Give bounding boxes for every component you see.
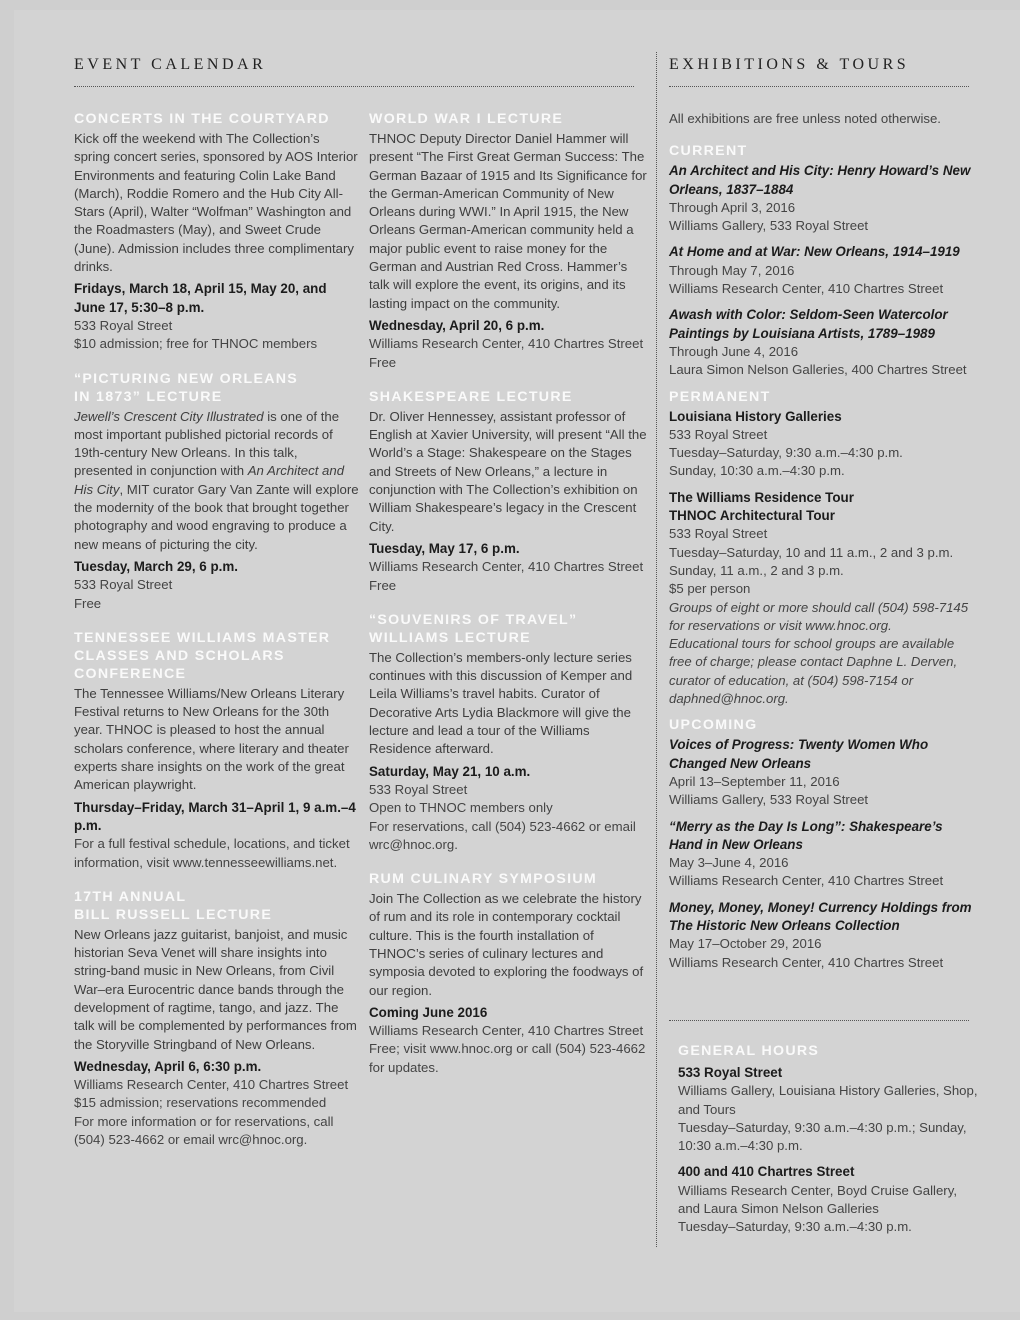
exhibitions-intro: All exhibitions are free unless noted otherwise. [669,111,941,126]
permanent-label: PERMANENT [669,388,771,405]
exhibition-title: Voices of Progress: Twenty Women Who Changed New Orleans [669,737,929,771]
event-info: For a full festival schedule, locations, and ticket information, visit www.tennesseewilliams.net. [74,836,350,870]
event-datetime: Tuesday, March 29, 6 p.m. [74,558,238,574]
event-description: Dr. Oliver Hennessey, assistant professor of English at Xavier University, will present “All the World’s a Stage: Shakespeare on the Stages and Streets of New Orleans,” a lecture in conjunction with The Collection’s exhibition on William Shakespeare’s legacy in the Crescent City. [369,408,647,534]
exhibition-hours: Tuesday–Saturday, 9:30 a.m.–4:30 p.m. [669,445,903,461]
section-title-line2: WILLIAMS LECTURE [369,629,531,646]
chartres-street-hours: Tuesday–Saturday, 9:30 a.m.–4:30 p.m. [678,1219,912,1235]
event-datetime: Coming June 2016 [369,1004,488,1020]
description-part: , MIT curator Gary Van Zante will explore the modernity of the book that brought together photography and wood engraving to produce a new means of picturing the city. [74,481,359,552]
section-title-line2: IN 1873” LECTURE [74,388,223,405]
event-calendar-heading: EVENT CALENDAR [74,56,267,73]
tour-location: 533 Royal Street [669,526,768,542]
event-column-2 [369,110,651,1093]
upcoming-exhibition [669,818,979,891]
event-admission: Open to THNOC members only [369,800,553,816]
current-exhibition [669,306,979,379]
event-info: For more information or for reservations, call (504) 523-4662 or email wrc@hnoc.org. [74,1113,334,1148]
tour-hours: Tuesday–Saturday, 10 and 11 a.m., 2 and 3 p.m. [669,544,954,560]
exhibition-hours: Sunday, 10:30 a.m.–4:30 p.m. [669,463,845,479]
section-title-line2: CLASSES AND SCHOLARS [74,647,285,664]
upcoming-exhibition [669,736,979,809]
event-admission: Free [369,577,397,593]
event-description: Join The Collection as we celebrate the history of rum and its role in contemporary cocktail culture. This is the fourth installation of THNOC’s series of culinary lectures and symposia devoted to exploring the foodways of our region. [369,891,644,998]
event-description [74,408,359,554]
royal-street-venues: Williams Gallery, Louisiana History Galleries, Shop, and Tours [678,1083,978,1117]
exhibitions-tours-heading: EXHIBITIONS & TOURS [669,56,910,73]
event-description: New Orleans jazz guitarist, banjoist, and music historian Seva Venet will share insights into string-band music in New Orleans, from Civil War–era Eurocentric dance bands through the development of ragtime, tango, and jazz. The talk will be complemented by performances from the Storyville Stringband of New Orleans. [74,926,357,1052]
event-description: Kick off the weekend with The Collection’s spring concert series, sponsored by AOS Interior Environments and featuring Colin Lake Band (March), Roddie Romero and the Hub City All-Stars (April), Walter “Wolfman” Washington and the Roadmasters (May), and Sweet Crude (June). Admission includes three complimentary drinks. [74,131,358,275]
heading-divider-left [74,86,634,87]
exhibition-dates: Through April 3, 2016 [669,199,796,215]
section-title: SHAKESPEARE LECTURE [369,388,573,405]
heading-divider-right [669,86,969,87]
event-info: Free; visit www.hnoc.org or call (504) 523-4662 for updates. [369,1041,646,1075]
event-location: Williams Research Center, 410 Chartres Street [369,559,644,575]
event-description: The Tennessee Williams/New Orleans Literary Festival returns to New Orleans for the 30th year. THNOC is pleased to host the annual scholars conference, where literary and theater experts share insights on the work of the great American playwright. [74,685,349,793]
event-description: THNOC Deputy Director Daniel Hammer will present “The First Great German Success: The German Bazaar of 1915 and Its Significance for the German-American Community of New Orleans during WWI.” In April 1915, the New Orleans German-American community held a major public event to raise money for the German and Austrian Red Cross. Hammer’s talk will explore the event, its origins, and its lasting impact on the community. [369,131,647,311]
section-title-line1: TENNESSEE WILLIAMS MASTER [74,629,331,646]
event-info: For reservations, call (504) 523-4662 or email wrc@hnoc.org. [369,818,636,852]
permanent-exhibition [669,408,979,481]
exhibition-location: Laura Simon Nelson Galleries, 400 Chartres Street [669,362,967,378]
column-divider [656,52,657,1247]
exhibition-title: Money, Money, Money! Currency Holdings from The Historic New Orleans Collection [669,899,972,933]
exhibition-location: Williams Research Center, 410 Chartres Street [669,873,944,889]
event-admission: Free [74,595,102,611]
event-location: Williams Research Center, 410 Chartres Street [369,336,644,352]
exhibition-dates: May 17–October 29, 2016 [669,936,822,952]
tour-price: $5 per person [669,581,751,597]
section-title: RUM CULINARY SYMPOSIUM [369,871,598,888]
event-description: The Collection’s members-only lecture series continues with this discussion of Kemper and Leila Williams’s travel habits. Curator of Decorative Arts Lydia Blackmore will give the lecture and lead a tour of the Williams Residence afterward. [369,649,633,757]
general-hours-label: GENERAL HOURS [678,1043,820,1059]
tour-hours: Sunday, 11 a.m., 2 and 3 p.m. [669,562,844,578]
upcoming-label: UPCOMING [669,717,758,734]
event-datetime: Saturday, May 21, 10 a.m. [369,763,531,779]
royal-street-title: 533 Royal Street [678,1065,783,1080]
exhibition-location: 533 Royal Street [669,426,768,442]
current-exhibition [669,243,979,298]
event-admission: $10 admission; free for THNOC members [74,336,318,352]
event-russell [74,888,359,1150]
exhibition-dates: May 3–June 4, 2016 [669,855,789,871]
exhibition-title: An Architect and His City: Henry Howard’s New Orleans, 1837–1884 [669,163,971,197]
event-column-1 [74,110,359,1165]
event-admission: Free [369,354,397,370]
event-souvenirs [369,611,651,854]
event-location: 533 Royal Street [369,781,468,797]
event-datetime: Wednesday, April 20, 6 p.m. [369,317,545,333]
tour-education-note: Educational tours for school groups are available free of charge; please contact Daphne L. Derven, curator of education, at (504) 598-7154 or daphned@hnoc.org. [669,636,958,707]
event-location: 533 Royal Street [74,577,173,593]
section-title: WORLD WAR I LECTURE [369,111,564,127]
exhibition-dates: April 13–September 11, 2016 [669,773,840,789]
upcoming-exhibition [669,899,979,972]
event-concerts [74,110,359,354]
exhibitions-column [669,110,979,972]
event-picturing [74,370,359,613]
event-admission: $15 admission; reservations recommended [74,1095,327,1111]
section-title-line1: 17TH ANNUAL [74,888,187,905]
chartres-street-venues: Williams Research Center, Boyd Cruise Gallery, and Laura Simon Nelson Galleries [678,1182,957,1217]
hours-divider [669,1020,969,1021]
section-title-line3: CONFERENCE [74,665,187,682]
section-title: CONCERTS IN THE COURTYARD [74,111,330,127]
event-datetime: Thursday–Friday, March 31–April 1, 9 a.m.–4 p.m. [74,799,356,833]
exhibition-title: “Merry as the Day Is Long”: Shakespeare’s Hand in New Orleans [669,818,943,852]
description-part: is one of the most important published pictorial records of 19th-century New Orleans. In this talk, presented in conjunction with [74,408,340,479]
event-location: Williams Research Center, 410 Chartres Street [369,1023,644,1039]
current-exhibition [669,162,979,235]
book-title: Jewell’s Crescent City Illustrated [74,408,264,424]
tour-group-note: Groups of eight or more should call (504) 598-7145 for reservations or visit www.hnoc.org. [669,599,969,633]
event-location: Williams Research Center, 410 Chartres Street [74,1077,349,1093]
exhibition-title: Louisiana History Galleries [669,408,842,424]
event-datetime: Tuesday, May 17, 6 p.m. [369,540,520,556]
tour-info [669,489,979,709]
exhibition-location: Williams Research Center, 410 Chartres Street [669,954,944,970]
section-title-line1: “SOUVENIRS OF TRAVEL” [369,611,578,628]
tour-title-line2: THNOC Architectural Tour [669,508,835,524]
event-datetime: Fridays, March 18, April 15, May 20, and June 17, 5:30–8 p.m. [74,281,327,315]
exhibition-title: Awash with Color: Seldom-Seen Watercolor Paintings by Louisiana Artists, 1789–1989 [669,307,948,341]
chartres-street-title: 400 and 410 Chartres Street [678,1164,855,1180]
event-location: 533 Royal Street [74,317,173,333]
exhibition-dates: Through May 7, 2016 [669,262,795,278]
event-ww1 [369,110,651,372]
section-title-line1: “PICTURING NEW ORLEANS [74,370,299,387]
royal-street-hours: Tuesday–Saturday, 9:30 a.m.–4:30 p.m.; Sunday, 10:30 a.m.–4:30 p.m. [678,1119,967,1154]
event-rum [369,870,651,1077]
exhibition-location: Williams Research Center, 410 Chartres Street [669,281,944,297]
event-shakespeare [369,388,651,595]
exhibition-title: An Architect and His City [74,463,345,497]
event-datetime: Wednesday, April 6, 6:30 p.m. [74,1058,262,1074]
exhibition-dates: Through June 4, 2016 [669,343,799,359]
exhibition-location: Williams Gallery, 533 Royal Street [669,218,869,234]
general-hours [678,1042,978,1237]
tour-title-line1: The Williams Residence Tour [669,489,854,505]
section-title-line2: BILL RUSSELL LECTURE [74,906,273,923]
exhibition-title: At Home and at War: New Orleans, 1914–1919 [669,244,960,260]
event-tennessee [74,629,359,872]
exhibition-location: Williams Gallery, 533 Royal Street [669,792,869,808]
current-label: CURRENT [669,143,748,160]
